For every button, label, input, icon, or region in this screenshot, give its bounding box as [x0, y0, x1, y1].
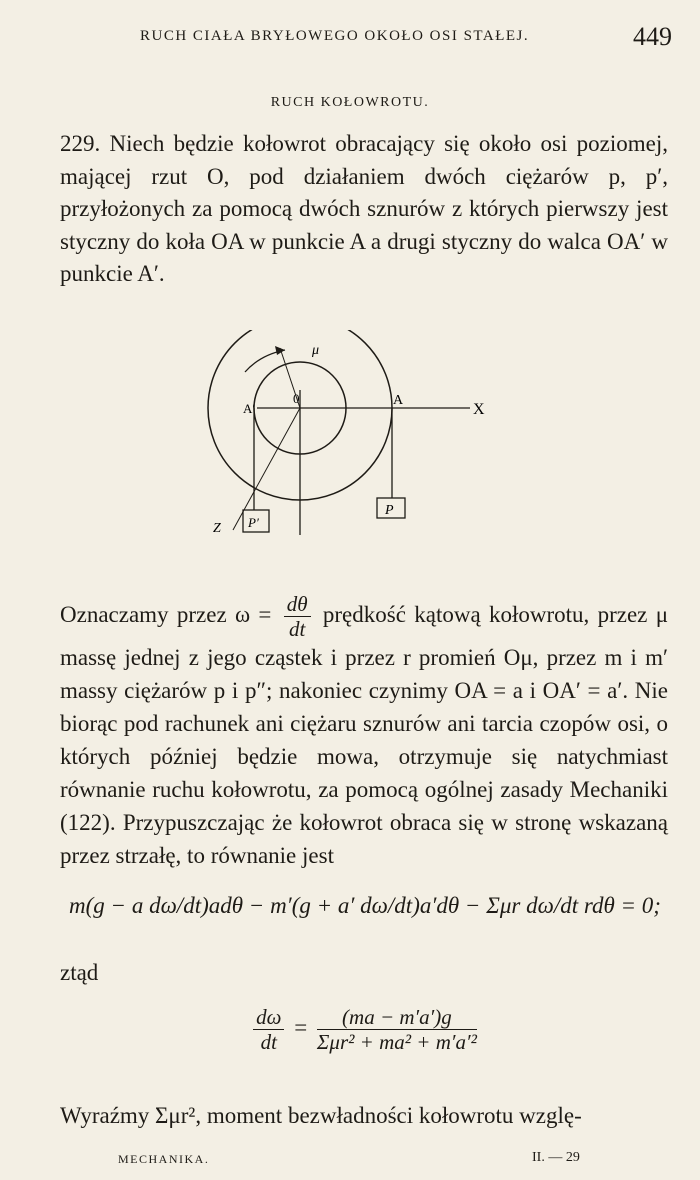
arrow-head — [275, 346, 285, 355]
lhs-denominator: dt — [260, 1030, 277, 1054]
paragraph-notation — [60, 592, 668, 872]
lhs-fraction — [253, 1005, 284, 1054]
label-mu: μ — [312, 343, 320, 358]
notation-body: prędkość kątową kołowrotu, przez μ massę jednej z jego cząstek i przez r promień Oμ, przez m i m′ massy ciężarów p i p″; nakoniec czynimy OA = a i OA′ = a′. Nie biorąc pod rachunek ani ciężaru sznurów ani tarcia czopów osi, o których później będzie mowa, otrzymuje się natychmiast równanie ruchu kołowrotu, za pomocą ogólnej zasady Mechaniki (122). Przypuszczając że kołowrot obraca się w stronę wskazaną przez strzałę, to równanie jest — [60, 601, 669, 868]
label-p-prime: P′ — [248, 515, 259, 530]
connector-word: ztąd — [60, 960, 99, 985]
footer-signature-left: MECHANIKA. — [118, 1152, 210, 1166]
page-number: 449 — [633, 22, 672, 51]
rhs-fraction — [317, 1005, 477, 1054]
label-x: X — [473, 401, 485, 418]
label-center: 0 — [293, 391, 300, 406]
footer-signature-right: II. — 29 — [532, 1150, 580, 1165]
label-a: A — [393, 393, 404, 408]
rhs-denominator: Σμr² + ma² + m′a′² — [316, 1030, 477, 1054]
label-z: Z — [213, 521, 221, 536]
rhs-numerator: (ma − m′a′)g — [317, 1005, 477, 1030]
running-header: RUCH CIAŁA BRYŁOWEGO OKOŁO OSI STAŁEJ. — [140, 28, 530, 44]
section-title: RUCH KOŁOWROTU. — [270, 95, 430, 110]
lhs-numerator: dω — [253, 1005, 284, 1030]
omega-numerator: dθ — [284, 592, 311, 617]
paragraph-moment: Wyraźmy Σμr², moment bezwładności kołowrotu wzglę- — [60, 1103, 582, 1128]
windlass-diagram — [185, 330, 515, 560]
equation-motion: m(g − a dω/dt)adθ − m′(g + a′ dω/dt)a′dθ − Σμr dω/dt rdθ = 0; — [69, 893, 661, 918]
omega-fraction — [284, 592, 311, 641]
paragraph-229: 229. Niech będzie kołowrot obracający się około osi poziomej, mającej rzut O, pod działaniem dwóch ciężarów p, p′, przyłożonych za pomocą dwóch sznurów z których pierwszy jest styczny do koła OA w punkcie A a drugi styczny do walca OA′ w punkcie A′. — [60, 131, 668, 286]
label-p: P — [385, 503, 394, 518]
omega-denominator: dt — [288, 617, 306, 641]
notation-intro: Oznaczamy przez ω = — [60, 601, 272, 627]
equation-angular-acceleration: $\frac{d\omega}{dt}$ = $\frac{(ma - m'a')g}{\text{Σμr² + ma² + m′a′²}}$ — [60, 1005, 670, 1054]
label-a-prime: A′ — [243, 401, 256, 416]
